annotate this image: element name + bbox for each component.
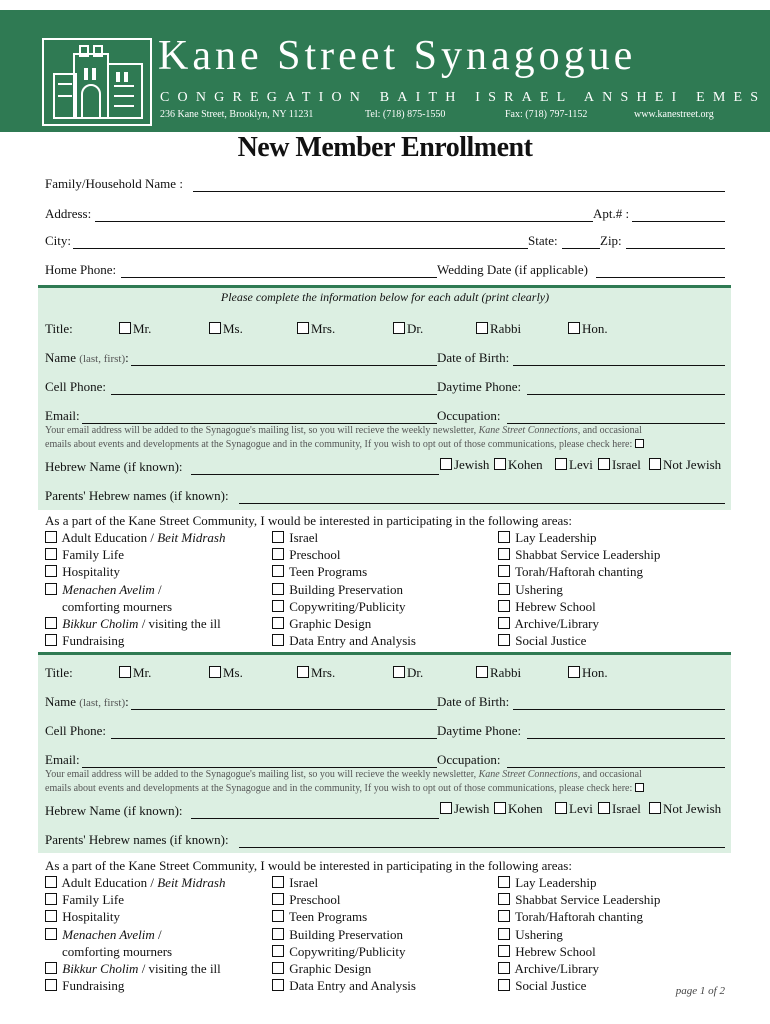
checkbox[interactable] xyxy=(272,945,284,957)
checkbox[interactable] xyxy=(45,928,57,940)
affiliation-levi-2[interactable]: Levi xyxy=(555,801,593,817)
interests-heading-2: As a part of the Kane Street Community, I would be interested in participating in the following areas: xyxy=(45,858,572,873)
cell-phone-label-2: Cell Phone: xyxy=(45,723,107,738)
checkbox[interactable] xyxy=(272,893,284,905)
checkbox[interactable] xyxy=(649,802,661,814)
checkbox[interactable] xyxy=(45,979,57,991)
title-option-mr-2[interactable]: Mr. xyxy=(119,665,151,681)
family-field[interactable] xyxy=(193,191,725,192)
affiliation-jewish-2[interactable]: Jewish xyxy=(440,801,489,817)
checkbox[interactable] xyxy=(498,979,510,991)
parents-row xyxy=(45,484,725,506)
checkbox[interactable] xyxy=(45,617,57,629)
hebrew-name-label: Hebrew Name (if known): xyxy=(45,459,183,474)
title-option-rabbi[interactable]: Rabbi xyxy=(476,321,521,337)
interest-hebrew-school[interactable]: Hebrew School xyxy=(498,943,660,960)
interest-bikkur-cholim[interactable]: Bikkur Cholim / visiting the ill xyxy=(45,960,225,977)
city-label: City: xyxy=(45,233,72,248)
title-option-mrs[interactable]: Mrs. xyxy=(297,321,335,337)
parents-label: Parents' Hebrew names (if known): xyxy=(45,488,229,503)
checkbox[interactable] xyxy=(498,600,510,612)
checkbox[interactable] xyxy=(498,531,510,543)
interest-torah-chanting[interactable]: Torah/Haftorah chanting xyxy=(498,908,660,925)
interests-col-1 xyxy=(45,529,225,649)
interest-archive-library[interactable]: Archive/Library xyxy=(498,960,660,977)
affiliation-israel[interactable]: Israel xyxy=(598,457,641,473)
checkbox[interactable] xyxy=(598,802,610,814)
daytime-phone-label-2: Daytime Phone: xyxy=(437,723,522,738)
title-option-hon-2[interactable]: Hon. xyxy=(568,665,608,681)
synagogue-name: Kane Street Synagogue xyxy=(158,33,637,79)
checkbox[interactable] xyxy=(45,962,57,974)
interest-torah-chanting[interactable]: Torah/Haftorah chanting xyxy=(498,563,660,580)
state-field[interactable] xyxy=(562,248,600,249)
dob-field-2[interactable] xyxy=(513,709,725,710)
checkbox[interactable] xyxy=(45,565,57,577)
hebrew-name-label-2: Hebrew Name (if known): xyxy=(45,803,183,818)
interest-social-justice[interactable]: Social Justice xyxy=(498,632,660,649)
dob-label-2: Date of Birth: xyxy=(437,694,510,709)
affiliation-kohen-2[interactable]: Kohen xyxy=(494,801,543,817)
checkbox[interactable] xyxy=(272,600,284,612)
checkbox[interactable] xyxy=(272,928,284,940)
daytime-phone-field-2[interactable] xyxy=(527,738,725,739)
title-option-rabbi-2[interactable]: Rabbi xyxy=(476,665,521,681)
checkbox[interactable] xyxy=(555,802,567,814)
title-option-mrs-2[interactable]: Mrs. xyxy=(297,665,335,681)
parents-field-2[interactable] xyxy=(239,847,725,848)
checkbox[interactable] xyxy=(440,458,452,470)
street-address: 236 Kane Street, Brooklyn, NY 11231 xyxy=(160,109,314,120)
title-option-ms-2[interactable]: Ms. xyxy=(209,665,243,681)
hebrew-name-field[interactable] xyxy=(191,474,439,475)
zip-field[interactable] xyxy=(626,248,725,249)
interest-menachem-avelim-cont: comforting mourners xyxy=(62,943,173,959)
interest-ushering[interactable]: Ushering xyxy=(498,581,660,598)
checkbox[interactable] xyxy=(119,666,131,678)
name-field-2[interactable] xyxy=(131,709,437,710)
affiliation-kohen[interactable]: Kohen xyxy=(494,457,543,473)
checkbox[interactable] xyxy=(45,876,57,888)
email-notice-2: Your email address will be added to the Synagogue's mailing list, so you will recieve the weekly newsletter, Kane Street Connections, and occasional emails about events and developments at the Synagogue and in the community, If you wish to opt out of those communications, please check here: xyxy=(45,769,642,794)
interest-bikkur-cholim[interactable]: Bikkur Cholim / visiting the ill xyxy=(45,615,225,632)
opt-out-checkbox[interactable] xyxy=(635,439,644,448)
telephone: Tel: (718) 875-1550 xyxy=(365,109,446,120)
interest-israel[interactable]: Israel xyxy=(272,874,416,891)
interest-preschool[interactable]: Preschool xyxy=(272,891,416,908)
wedding-label: Wedding Date (if applicable) xyxy=(437,262,588,277)
interest-graphic-design[interactable]: Graphic Design xyxy=(272,615,416,632)
checkbox[interactable] xyxy=(45,910,57,922)
interests-col-1-2 xyxy=(45,874,225,994)
email-label: Email: xyxy=(45,408,80,423)
interest-copywriting[interactable]: Copywriting/Publicity xyxy=(272,598,416,615)
interest-adult-education[interactable]: Adult Education / Beit Midrash xyxy=(45,874,225,891)
instruction-note: Please complete the information below for each adult (print clearly) xyxy=(220,290,550,304)
checkbox[interactable] xyxy=(393,322,405,334)
address-label: Address: xyxy=(45,206,92,221)
checkbox[interactable] xyxy=(272,910,284,922)
title-option-dr[interactable]: Dr. xyxy=(393,321,423,337)
interests-col-3 xyxy=(498,529,660,649)
interest-social-justice[interactable]: Social Justice xyxy=(498,977,660,994)
zip-label: Zip: xyxy=(600,233,622,248)
title-option-mr[interactable]: Mr. xyxy=(119,321,151,337)
parents-field[interactable] xyxy=(239,503,725,504)
checkbox[interactable] xyxy=(649,458,661,470)
interest-family-life[interactable]: Family Life xyxy=(45,891,225,908)
checkbox[interactable] xyxy=(568,666,580,678)
cell-phone-field[interactable] xyxy=(111,394,437,395)
checkbox[interactable] xyxy=(498,548,510,560)
cell-phone-field-2[interactable] xyxy=(111,738,437,739)
interest-ushering[interactable]: Ushering xyxy=(498,926,660,943)
phone-row xyxy=(45,258,725,280)
occupation-label: Occupation: xyxy=(437,408,501,423)
name-label-2: Name (last, first): xyxy=(45,694,129,709)
cell-row xyxy=(45,375,725,397)
fax: Fax: (718) 797-1152 xyxy=(505,109,588,120)
checkbox[interactable] xyxy=(440,802,452,814)
interest-teen-programs[interactable]: Teen Programs xyxy=(272,908,416,925)
title-option-dr-2[interactable]: Dr. xyxy=(393,665,423,681)
apt-label: Apt.# : xyxy=(593,206,630,221)
interest-menachem-avelim[interactable]: Menachen Avelim / xyxy=(45,581,225,598)
daytime-phone-field[interactable] xyxy=(527,394,725,395)
interest-data-entry[interactable]: Data Entry and Analysis xyxy=(272,632,416,649)
interest-family-life[interactable]: Family Life xyxy=(45,546,225,563)
interest-graphic-design[interactable]: Graphic Design xyxy=(272,960,416,977)
checkbox[interactable] xyxy=(209,666,221,678)
checkbox[interactable] xyxy=(119,322,131,334)
email-notice: Your email address will be added to the Synagogue's mailing list, so you will recieve the weekly newsletter, Kane Street Connections, and occasional emails about events and developments at the Synagogue and in the community, If you wish to opt out of those communications, please check here: xyxy=(45,425,642,450)
checkbox[interactable] xyxy=(498,565,510,577)
page-number: page 1 of 2 xyxy=(675,985,725,997)
email-label-2: Email: xyxy=(45,752,80,767)
cell-phone-label: Cell Phone: xyxy=(45,379,107,394)
apt-field[interactable] xyxy=(632,221,725,222)
name-row-2 xyxy=(45,690,725,712)
interest-hospitality[interactable]: Hospitality xyxy=(45,908,225,925)
checkbox[interactable] xyxy=(498,617,510,629)
email-row xyxy=(45,404,725,426)
page-title: New Member Enrollment xyxy=(237,132,533,163)
cell-row-2 xyxy=(45,719,725,741)
home-phone-label: Home Phone: xyxy=(45,262,117,277)
title-label-2: Title: xyxy=(45,665,73,680)
checkbox[interactable] xyxy=(498,945,510,957)
checkbox[interactable] xyxy=(272,565,284,577)
interests-col-3-2 xyxy=(498,874,660,994)
home-phone-field[interactable] xyxy=(121,277,437,278)
state-label: State: xyxy=(528,233,558,248)
affiliation-jewish[interactable]: Jewish xyxy=(440,457,489,473)
checkbox[interactable] xyxy=(209,322,221,334)
checkbox[interactable] xyxy=(45,893,57,905)
letterhead xyxy=(0,10,770,132)
parents-row-2 xyxy=(45,828,725,850)
name-label: Name (last, first): xyxy=(45,350,129,365)
checkbox[interactable] xyxy=(494,802,506,814)
interests-col-2-2 xyxy=(272,874,416,994)
interest-hospitality[interactable]: Hospitality xyxy=(45,563,225,580)
address-row xyxy=(45,202,725,224)
daytime-phone-label: Daytime Phone: xyxy=(437,379,522,394)
checkbox[interactable] xyxy=(568,322,580,334)
checkbox[interactable] xyxy=(45,583,57,595)
checkbox[interactable] xyxy=(272,617,284,629)
interest-hebrew-school[interactable]: Hebrew School xyxy=(498,598,660,615)
interest-shabbat-service[interactable]: Shabbat Service Leadership xyxy=(498,891,660,908)
interest-teen-programs[interactable]: Teen Programs xyxy=(272,563,416,580)
checkbox[interactable] xyxy=(272,531,284,543)
wedding-field[interactable] xyxy=(596,277,725,278)
interest-preschool[interactable]: Preschool xyxy=(272,546,416,563)
interest-building-preservation[interactable]: Building Preservation xyxy=(272,926,416,943)
checkbox[interactable] xyxy=(45,548,57,560)
interest-israel[interactable]: Israel xyxy=(272,529,416,546)
interest-data-entry[interactable]: Data Entry and Analysis xyxy=(272,977,416,994)
interest-archive-library[interactable]: Archive/Library xyxy=(498,615,660,632)
title-option-hon[interactable]: Hon. xyxy=(568,321,608,337)
checkbox[interactable] xyxy=(393,666,405,678)
interest-lay-leadership[interactable]: Lay Leadership xyxy=(498,874,660,891)
checkbox[interactable] xyxy=(297,666,309,678)
checkbox[interactable] xyxy=(498,962,510,974)
dob-label: Date of Birth: xyxy=(437,350,510,365)
checkbox[interactable] xyxy=(494,458,506,470)
checkbox[interactable] xyxy=(498,583,510,595)
interest-menachem-avelim-cont: comforting mourners xyxy=(62,598,173,614)
checkbox[interactable] xyxy=(45,531,57,543)
website: www.kanestreet.org xyxy=(634,109,714,120)
interest-copywriting[interactable]: Copywriting/Publicity xyxy=(272,943,416,960)
family-label: Family/Household Name : xyxy=(45,176,183,191)
interest-shabbat-service[interactable]: Shabbat Service Leadership xyxy=(498,546,660,563)
interest-lay-leadership[interactable]: Lay Leadership xyxy=(498,529,660,546)
interest-adult-education[interactable]: Adult Education / Beit Midrash xyxy=(45,529,225,546)
interest-fundraising[interactable]: Fundraising xyxy=(45,977,225,994)
checkbox[interactable] xyxy=(476,322,488,334)
address-field[interactable] xyxy=(95,221,593,222)
checkbox[interactable] xyxy=(498,910,510,922)
city-row xyxy=(45,229,725,251)
affiliation-not-jewish-2[interactable]: Not Jewish xyxy=(649,801,721,817)
title-option-ms[interactable]: Ms. xyxy=(209,321,243,337)
checkbox[interactable] xyxy=(272,548,284,560)
name-row xyxy=(45,346,725,368)
interest-fundraising[interactable]: Fundraising xyxy=(45,632,225,649)
parents-label-2: Parents' Hebrew names (if known): xyxy=(45,832,229,847)
checkbox[interactable] xyxy=(272,962,284,974)
city-field[interactable] xyxy=(73,248,528,249)
checkbox[interactable] xyxy=(498,876,510,888)
checkbox[interactable] xyxy=(272,634,284,646)
congregation-name: CONGREGATION BAITH ISRAEL ANSHEI EMES xyxy=(160,90,767,105)
checkbox[interactable] xyxy=(45,634,57,646)
checkbox[interactable] xyxy=(555,458,567,470)
checkbox[interactable] xyxy=(498,893,510,905)
interests-col-2 xyxy=(272,529,416,649)
affiliation-israel-2[interactable]: Israel xyxy=(598,801,641,817)
checkbox[interactable] xyxy=(272,583,284,595)
interest-menachem-avelim[interactable]: Menachen Avelim / xyxy=(45,926,225,943)
title-label: Title: xyxy=(45,321,73,336)
synagogue-building-logo xyxy=(42,38,152,126)
occupation-label-2: Occupation: xyxy=(437,752,501,767)
checkbox[interactable] xyxy=(498,634,510,646)
interests-heading: As a part of the Kane Street Community, I would be interested in participating in the following areas: xyxy=(45,513,572,528)
family-row xyxy=(45,172,725,194)
checkbox[interactable] xyxy=(598,458,610,470)
name-field[interactable] xyxy=(131,365,437,366)
hebrew-name-field-2[interactable] xyxy=(191,818,439,819)
email-row-2 xyxy=(45,748,725,770)
checkbox[interactable] xyxy=(498,928,510,940)
interest-building-preservation[interactable]: Building Preservation xyxy=(272,581,416,598)
checkbox[interactable] xyxy=(297,322,309,334)
dob-field[interactable] xyxy=(513,365,725,366)
checkbox[interactable] xyxy=(476,666,488,678)
affiliation-levi[interactable]: Levi xyxy=(555,457,593,473)
affiliation-not-jewish[interactable]: Not Jewish xyxy=(649,457,721,473)
opt-out-checkbox-2[interactable] xyxy=(635,783,644,792)
checkbox[interactable] xyxy=(272,979,284,991)
checkbox[interactable] xyxy=(272,876,284,888)
